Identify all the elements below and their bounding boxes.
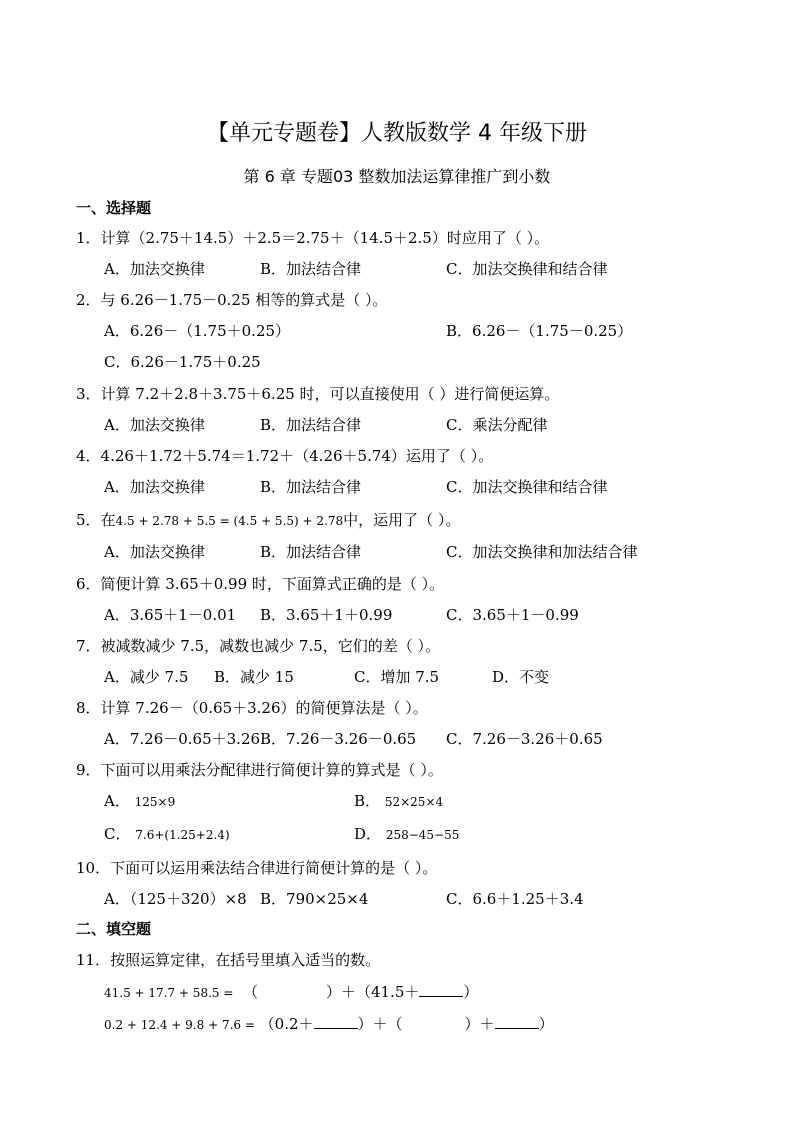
question-7-option-d: D．不变 <box>492 668 550 686</box>
question-10-option-a: A．（125＋320）×8 <box>104 890 247 908</box>
question-9-option-b <box>354 792 443 811</box>
question-11-blank-5[interactable] <box>495 1014 539 1029</box>
question-11-line-1-equation: 41.5 + 17.7 + 58.5 = <box>104 986 234 1000</box>
question-11-line-2-equation: 0.2 + 12.4 + 9.8 + 7.6 = <box>104 1018 255 1032</box>
question-9-option-a-label: A． <box>104 792 130 810</box>
question-10-stem: 10．下面可以运用乘法结合律进行简便计算的是（ ）。 <box>76 859 438 877</box>
question-11-line-1 <box>104 982 478 1002</box>
question-8-option-b: B．7.26－3.26－0.65 <box>260 730 417 748</box>
question-5-suffix: 中，运用了（ ）。 <box>343 511 461 529</box>
question-11-line-2-open: （0.2＋ <box>259 1015 314 1033</box>
question-9-option-d-equation: 258−45−55 <box>385 828 460 842</box>
question-9-option-d <box>354 825 459 844</box>
question-5-equation: 4.5 + 2.78 + 5.5 = (4.5 + 5.5) + 2.78 <box>115 514 344 528</box>
question-7-option-b: B．减少 15 <box>214 668 294 686</box>
section-heading-fill-in: 二、填空题 <box>76 920 152 938</box>
question-10-option-c: C．6.6＋1.25＋3.4 <box>446 890 584 908</box>
question-6-option-c: C．3.65＋1－0.99 <box>446 606 579 624</box>
question-11-line-2-plus: ）＋ <box>464 1015 495 1033</box>
question-6-option-b: B．3.65＋1＋0.99 <box>260 606 393 624</box>
question-9-option-d-label: D． <box>354 825 382 843</box>
question-6-option-a: A．3.65＋1－0.01 <box>104 606 237 624</box>
question-11-line-1-close: ） <box>463 983 479 1001</box>
question-2-option-a: A．6.26－（1.75＋0.25） <box>104 322 291 340</box>
question-5-option-c: C．加法交换律和加法结合律 <box>446 543 638 561</box>
question-3-option-c: C．乘法分配律 <box>446 416 548 434</box>
question-7-stem: 7．被减数减少 7.5，减数也减少 7.5，它们的差（ ）。 <box>76 637 441 655</box>
question-11-line-2 <box>104 1014 554 1034</box>
question-2-stem: 2．与 6.26－1.75－0.25 相等的算式是（ ）。 <box>76 291 388 309</box>
question-11-line-1-middle: ）＋（41.5＋ <box>325 983 420 1001</box>
question-11-line-2-close: ） <box>538 1015 554 1033</box>
section-heading-choice: 一、选择题 <box>76 199 152 217</box>
page-subtitle: 第 6 章 专题03 整数加法运算律推广到小数 <box>243 167 551 186</box>
question-2-option-c: C．6.26－1.75＋0.25 <box>104 353 261 371</box>
question-9-option-a-equation: 125×9 <box>134 795 176 809</box>
question-11-blank-2[interactable] <box>419 982 463 997</box>
question-9-option-b-label: B． <box>354 792 381 810</box>
question-4-stem: 4．4.26＋1.72＋5.74＝1.72＋（4.26＋5.74）运用了（ ）。 <box>76 447 494 465</box>
question-6-stem: 6．简便计算 3.65＋0.99 时，下面算式正确的是（ ）。 <box>76 575 445 593</box>
question-4-option-b: B．加法结合律 <box>260 478 362 496</box>
question-3-option-b: B．加法结合律 <box>260 416 362 434</box>
question-4-option-c: C．加法交换律和结合律 <box>446 478 608 496</box>
question-3-option-a: A．加法交换律 <box>104 416 205 434</box>
question-10-option-b: B．790×25×4 <box>260 890 369 908</box>
question-5-option-b: B．加法结合律 <box>260 543 362 561</box>
question-9-option-a <box>104 792 175 811</box>
question-11-line-2-middle: ）＋（ <box>357 1015 403 1033</box>
question-8-option-a: A．7.26－0.65＋3.26 <box>104 730 261 748</box>
question-5-stem <box>76 511 460 530</box>
question-7-option-c: C．增加 7.5 <box>354 668 440 686</box>
question-4-option-a: A．加法交换律 <box>104 478 205 496</box>
question-1-option-a: A．加法交换律 <box>104 260 205 278</box>
question-9-stem: 9．下面可以用乘法分配律进行简便计算的算式是（ ）。 <box>76 761 443 779</box>
page-title: 【单元专题卷】人教版数学 4 年级下册 <box>207 121 587 146</box>
question-5-prefix: 5．在 <box>76 511 116 529</box>
question-5-option-a: A．加法交换律 <box>104 543 205 561</box>
question-9-option-c <box>104 825 230 844</box>
question-1-option-b: B．加法结合律 <box>260 260 362 278</box>
question-9-option-c-equation: 7.6+(1.25+2.4) <box>135 828 230 842</box>
question-11-stem: 11．按照运算定律，在括号里填入适当的数。 <box>76 951 381 969</box>
question-7-option-a: A．减少 7.5 <box>104 668 189 686</box>
question-8-option-c: C．7.26－3.26＋0.65 <box>446 730 603 748</box>
question-3-stem: 3．计算 7.2＋2.8＋3.75＋6.25 时，可以直接使用（ ）进行简便运算。 <box>76 385 560 403</box>
question-11-blank-3[interactable] <box>314 1014 358 1029</box>
question-8-stem: 8．计算 7.26－（0.65＋3.26）的简便算法是（ ）。 <box>76 699 428 717</box>
question-9-option-b-equation: 52×25×4 <box>384 795 444 809</box>
question-2-option-b: B．6.26－（1.75－0.25） <box>446 322 633 340</box>
question-11-line-1-open: （ <box>242 983 258 1001</box>
question-9-option-c-label: C． <box>104 825 131 843</box>
question-1-option-c: C．加法交换律和结合律 <box>446 260 608 278</box>
question-1-stem: 1．计算（2.75＋14.5）＋2.5＝2.75＋（14.5＋2.5）时应用了（ ）。 <box>76 229 550 247</box>
